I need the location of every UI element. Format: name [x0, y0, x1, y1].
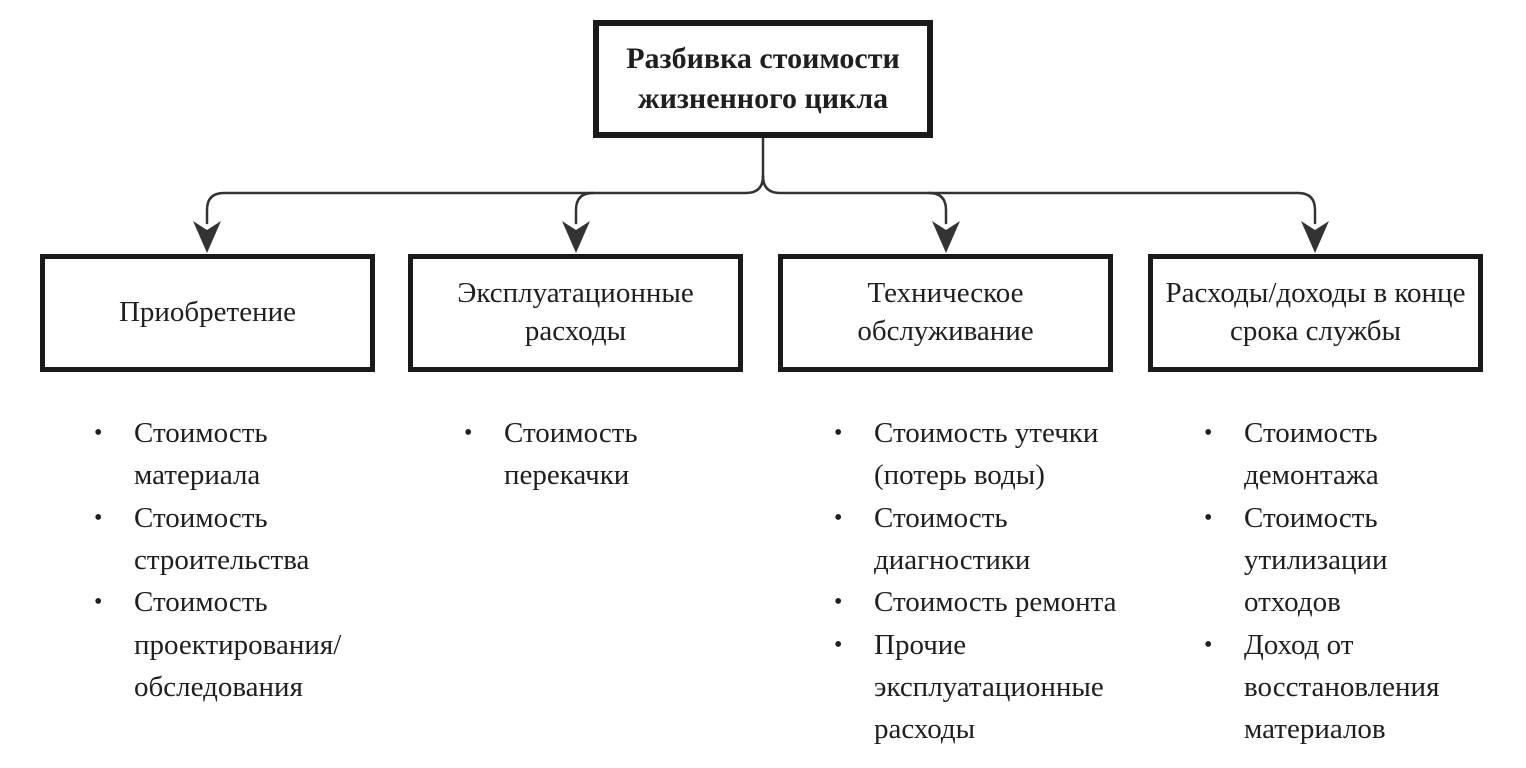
list-item [88, 412, 370, 497]
node-operating-costs-label: Эксплуатационные расходы [457, 277, 694, 347]
list-item-text: Стоимость утилизации отходов [1244, 501, 1388, 619]
node-acquisition [40, 254, 375, 372]
bullet-icon: • [1204, 420, 1213, 446]
arrowhead-3 [932, 221, 960, 253]
list-item [828, 581, 1120, 623]
acquisition-items-list [88, 412, 370, 708]
maintenance-items-list [828, 412, 1120, 751]
list-item-text: Прочие эксплуатационные расходы [874, 628, 1104, 746]
list-item [1198, 624, 1480, 751]
list-item [1198, 497, 1480, 624]
connector-drop-2 [576, 193, 593, 223]
list-item [88, 581, 370, 708]
bullet-icon: • [834, 589, 843, 616]
connector-drop-3 [929, 193, 946, 223]
operating-costs-items-list [458, 412, 740, 497]
end-of-life-items-list [1198, 412, 1480, 751]
bullet-icon: • [1204, 631, 1213, 658]
bullet-icon: • [1204, 504, 1213, 531]
list-item-text: Стоимость ремонта [874, 586, 1117, 619]
node-end-of-life-label: Расходы/доходы в конце срока службы [1165, 277, 1466, 347]
arrowhead-4 [1301, 221, 1329, 253]
arrowhead-2 [562, 221, 590, 253]
list-item [828, 624, 1120, 751]
list-item [458, 412, 740, 497]
list-item-text: Стоимость перекачки [504, 417, 638, 492]
connector-right-run [763, 176, 1315, 223]
node-maintenance [778, 254, 1113, 372]
list-item-text: Доход от восстановления материалов [1244, 628, 1440, 746]
list-item [828, 412, 1120, 497]
list-item [88, 497, 370, 582]
bullet-icon: • [94, 589, 103, 616]
root-node-life-cycle-cost [593, 20, 933, 138]
list-item-text: Стоимость диагностики [874, 501, 1031, 576]
node-acquisition-label: Приобретение [118, 296, 297, 329]
list-item-text: Стоимость материала [134, 417, 268, 492]
node-end-of-life [1148, 254, 1483, 372]
connector-left-run [207, 176, 763, 223]
list-item [828, 497, 1120, 582]
root-node-label: Разбивка стоимости жизненного цикла [626, 41, 900, 115]
node-operating-costs [408, 254, 743, 372]
list-item-text: Стоимость проектирования/ обследования [134, 586, 342, 703]
bullet-icon: • [834, 420, 843, 446]
node-maintenance-label: Техническое обслуживание [857, 277, 1034, 347]
list-item-text: Стоимость утечки (потерь воды) [874, 417, 1099, 492]
bullet-icon: • [834, 504, 843, 531]
bullet-icon: • [94, 504, 103, 531]
list-item-text: Стоимость демонтажа [1244, 417, 1379, 492]
list-item [1198, 412, 1480, 497]
list-item-text: Стоимость строительства [134, 501, 310, 576]
bullet-icon: • [834, 631, 843, 658]
bullet-icon: • [464, 420, 473, 446]
arrowhead-1 [193, 221, 221, 253]
bullet-icon: • [94, 420, 103, 446]
